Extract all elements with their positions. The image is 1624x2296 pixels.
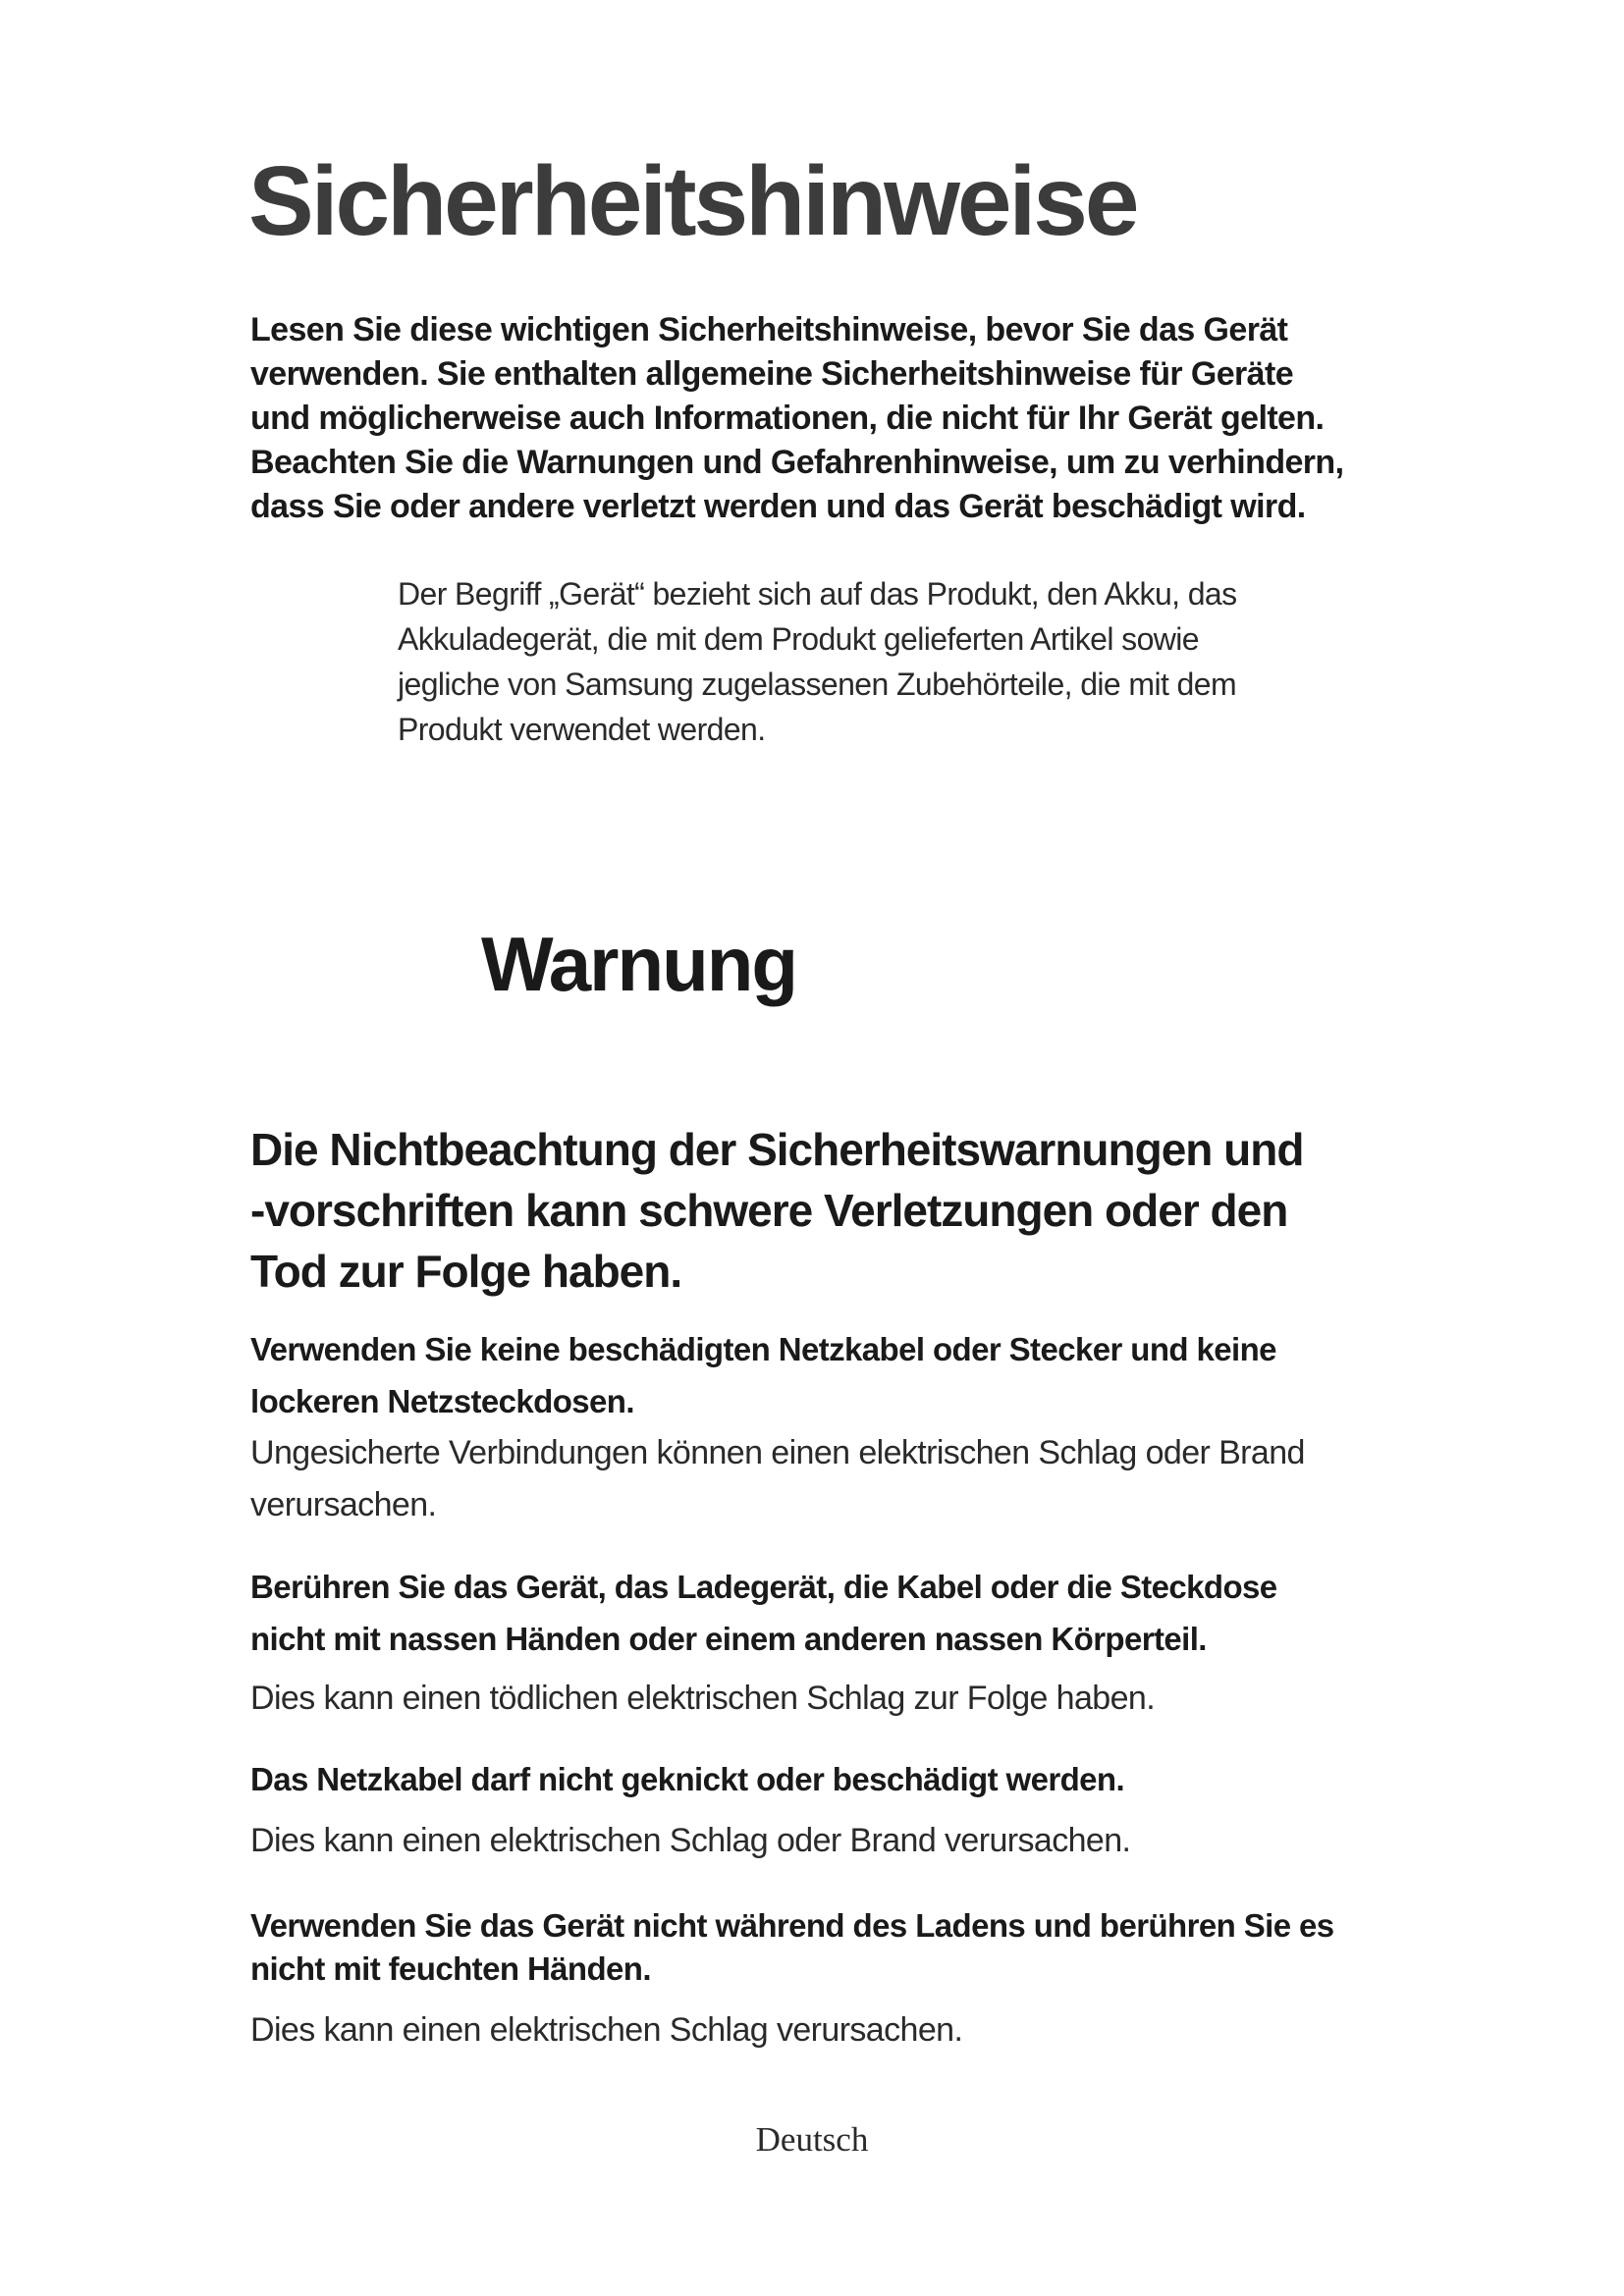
- warning-item-text-line: Dies kann einen elektrischen Schlag oder Brand verursachen.: [250, 1822, 1131, 1859]
- warning-item-title-line: Verwenden Sie das Gerät nicht während des Ladens und berühren Sie es: [250, 1907, 1334, 1944]
- warning-item-text: [250, 2004, 1478, 2056]
- definition-note: [398, 571, 1380, 752]
- warning-item-title: [250, 1323, 1478, 1427]
- warning-item-title: [250, 1753, 1478, 1805]
- subheading-line: Tod zur Folge haben.: [250, 1246, 682, 1297]
- intro-paragraph: [250, 308, 1429, 529]
- warning-item-text-line: Dies kann einen elektrischen Schlag verursachen.: [250, 2011, 963, 2049]
- warning-item-text-line: Dies kann einen tödlichen elektrischen Schlag zur Folge haben.: [250, 1680, 1156, 1717]
- warning-item-title-line: lockeren Netzsteckdosen.: [250, 1383, 634, 1419]
- note-line: Produkt verwendet werden.: [398, 712, 766, 747]
- warning-item-damaged-cables: [250, 1323, 1478, 1531]
- intro-line: Beachten Sie die Warnungen und Gefahrenhinweise, um zu verhindern,: [250, 444, 1344, 481]
- warning-item-title-line: Berühren Sie das Gerät, das Ladegerät, die Kabel oder die Steckdose: [250, 1569, 1277, 1605]
- warning-item-title-line: Das Netzkabel darf nicht geknickt oder beschädigt werden.: [250, 1761, 1125, 1797]
- warning-heading: Warnung: [481, 921, 797, 1007]
- warning-item-text: [250, 1815, 1478, 1867]
- warning-item-wet-hands: [250, 1561, 1478, 1725]
- warning-item-title-line: nicht mit nassen Händen oder einem anderen nassen Körperteil.: [250, 1621, 1207, 1657]
- warning-item-title: [250, 1561, 1478, 1665]
- footer-language: Deutsch: [755, 2120, 869, 2159]
- warning-item-text-line: verursachen.: [250, 1486, 437, 1523]
- note-line: Der Begriff „Gerät“ bezieht sich auf das Produkt, den Akku, das: [398, 576, 1237, 612]
- note-line: Akkuladegerät, die mit dem Produkt gelieferten Artikel sowie: [398, 621, 1199, 657]
- warning-item-text-line: Ungesicherte Verbindungen können einen elektrischen Schlag oder Brand: [250, 1434, 1305, 1471]
- warning-item-title: [250, 1904, 1478, 1991]
- warning-item-title-line: nicht mit feuchten Händen.: [250, 1950, 651, 1987]
- note-line: jegliche von Samsung zugelassenen Zubehörteile, die mit dem: [398, 667, 1237, 702]
- warning-subheading: [250, 1119, 1478, 1302]
- intro-line: dass Sie oder andere verletzt werden und das Gerät beschädigt wird.: [250, 488, 1306, 525]
- warning-item-text: [250, 1427, 1478, 1531]
- warning-item-text: [250, 1673, 1478, 1725]
- intro-line: und möglicherweise auch Informationen, die nicht für Ihr Gerät gelten.: [250, 400, 1325, 437]
- warning-item-power-cord: [250, 1753, 1478, 1867]
- warning-item-charging: [250, 1904, 1478, 2056]
- subheading-line: -vorschriften kann schwere Verletzungen oder den: [250, 1185, 1288, 1236]
- intro-line: verwenden. Sie enthalten allgemeine Sicherheitshinweise für Geräte: [250, 355, 1293, 393]
- intro-line: Lesen Sie diese wichtigen Sicherheitshinweise, bevor Sie das Gerät: [250, 311, 1288, 348]
- warning-item-title-line: Verwenden Sie keine beschädigten Netzkabel oder Stecker und keine: [250, 1331, 1276, 1367]
- subheading-line: Die Nichtbeachtung der Sicherheitswarnungen und: [250, 1124, 1304, 1175]
- page-title: Sicherheitshinweise: [248, 146, 1137, 256]
